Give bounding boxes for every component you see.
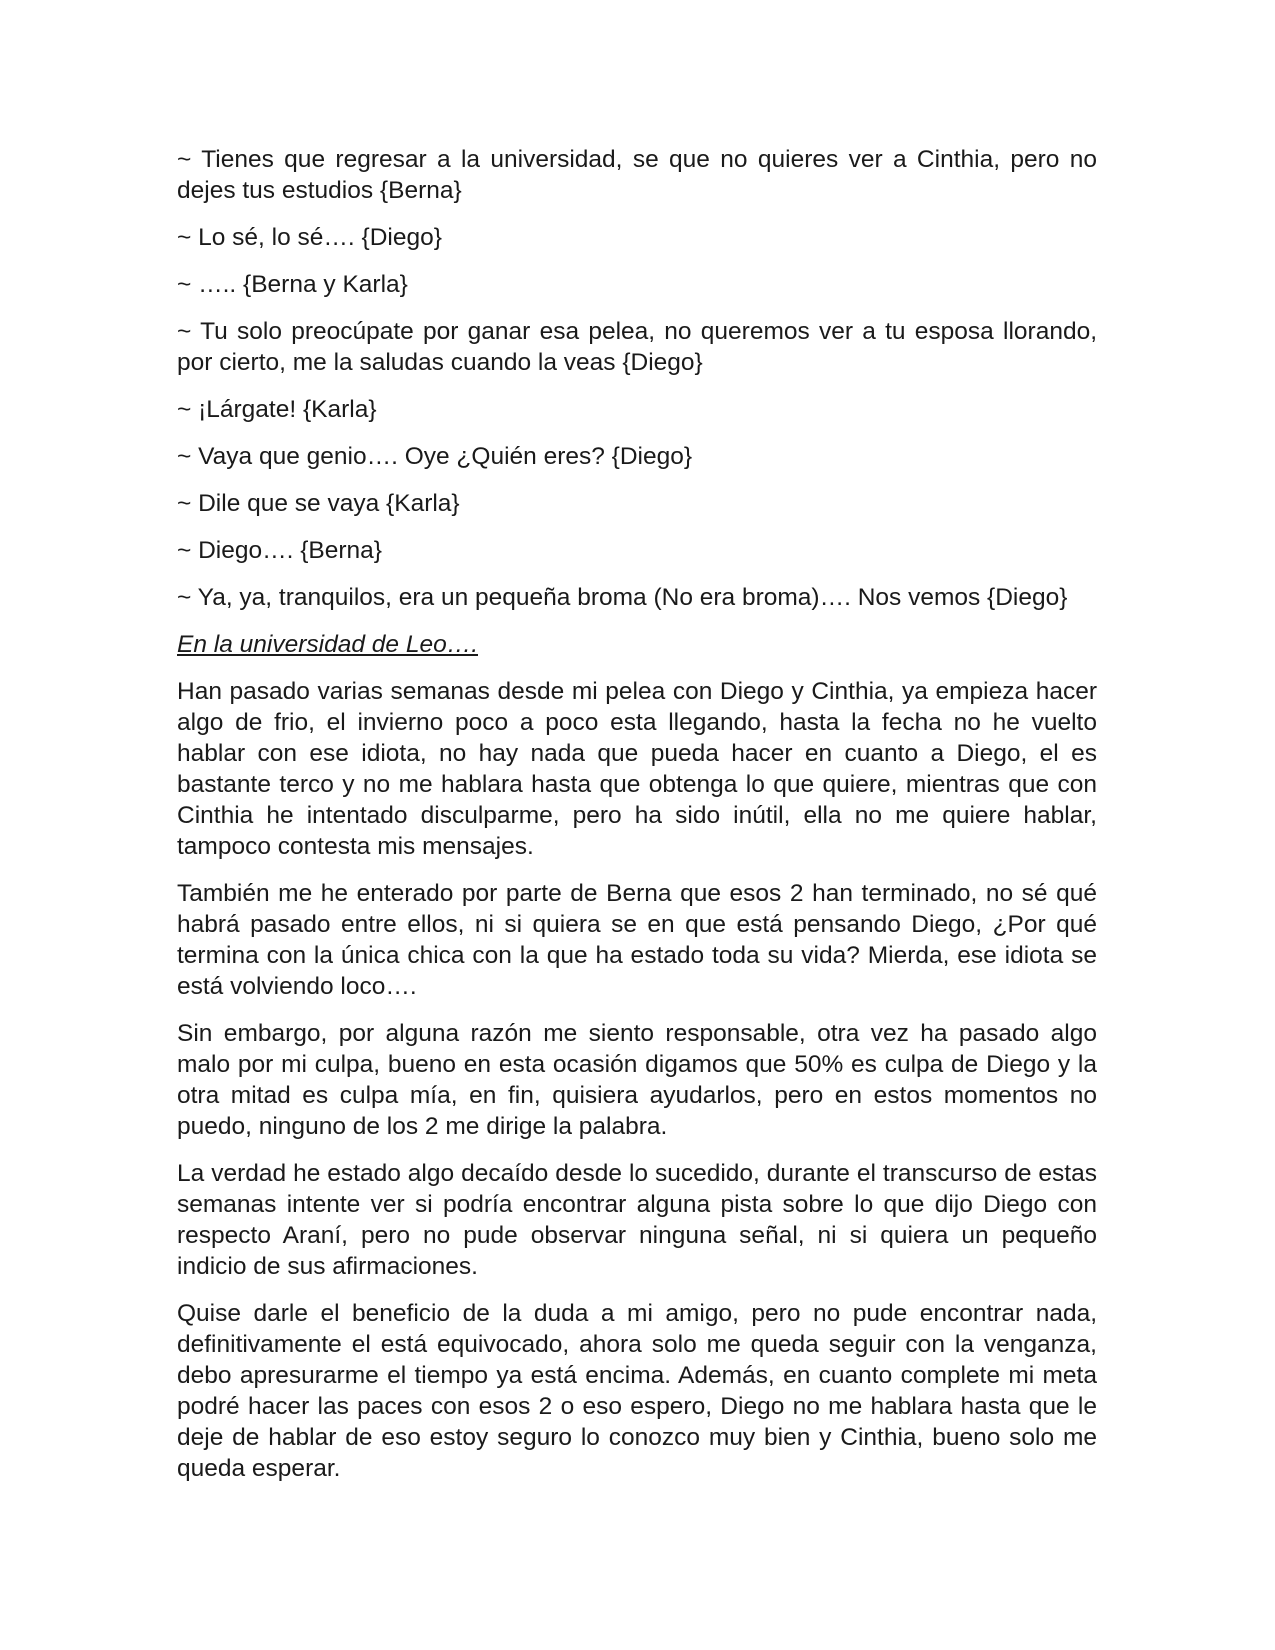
dialogue-line: ~ ¡Lárgate! {Karla} [177, 396, 377, 423]
dialogue-line: ~ Diego…. {Berna} [177, 537, 382, 564]
dialogue-line: ~ Tienes que regresar a la universidad, se que no quieres ver a Cinthia, pero no dejes tus estudios {Berna} [177, 146, 1097, 204]
body-paragraph: Han pasado varias semanas desde mi pelea con Diego y Cinthia, ya empieza hacer algo de frio, el invierno poco a poco esta llegando, hasta la fecha no he vuelto hablar con ese idiota, no hay nada que pueda hacer en cuanto a Diego, el es bastante terco y no me hablara hasta que obtenga lo que quiere, mientras que con Cinthia he intentado disculparme, pero ha sido inútil, ella no me quiere hablar, tampoco contesta mis mensajes. [177, 678, 1097, 860]
body-paragraph: La verdad he estado algo decaído desde lo sucedido, durante el transcurso de estas semanas intente ver si podría encontrar alguna pista sobre lo que dijo Diego con respecto Araní, pero no pude observar ninguna señal, ni si quiera un pequeño indicio de sus afirmaciones. [177, 1160, 1097, 1280]
dialogue-line: ~ Ya, ya, tranquilos, era un pequeña broma (No era broma)…. Nos vemos {Diego} [177, 584, 1068, 611]
body-paragraph: Quise darle el beneficio de la duda a mi amigo, pero no pude encontrar nada, definitivamente el está equivocado, ahora solo me queda seguir con la venganza, debo apresurarme el tiempo ya está encima. Además, en cuanto complete mi meta podré hacer las paces con esos 2 o eso espero, Diego no me hablara hasta que le deje de hablar de eso estoy seguro lo conozco muy bien y Cinthia, bueno solo me queda esperar. [177, 1300, 1097, 1482]
document-page [177, 144, 1097, 1500]
body-paragraph: También me he enterado por parte de Berna que esos 2 han terminado, no sé qué habrá pasado entre ellos, ni si quiera se en que está pensando Diego, ¿Por qué termina con la única chica con la que ha estado toda su vida? Mierda, ese idiota se está volviendo loco…. [177, 880, 1097, 1000]
dialogue-line: ~ Vaya que genio…. Oye ¿Quién eres? {Diego} [177, 443, 693, 470]
section-heading: En la universidad de Leo…. [177, 631, 478, 658]
body-paragraph: Sin embargo, por alguna razón me siento responsable, otra vez ha pasado algo malo por mi culpa, bueno en esta ocasión digamos que 50% es culpa de Diego y la otra mitad es culpa mía, en fin, quisiera ayudarlos, pero en estos momentos no puedo, ninguno de los 2 me dirige la palabra. [177, 1020, 1097, 1140]
dialogue-line: ~ Tu solo preocúpate por ganar esa pelea, no queremos ver a tu esposa llorando, por cierto, me la saludas cuando la veas {Diego} [177, 318, 1097, 376]
dialogue-line: ~ ….. {Berna y Karla} [177, 271, 408, 298]
dialogue-line: ~ Dile que se vaya {Karla} [177, 490, 460, 517]
dialogue-line: ~ Lo sé, lo sé…. {Diego} [177, 224, 442, 251]
